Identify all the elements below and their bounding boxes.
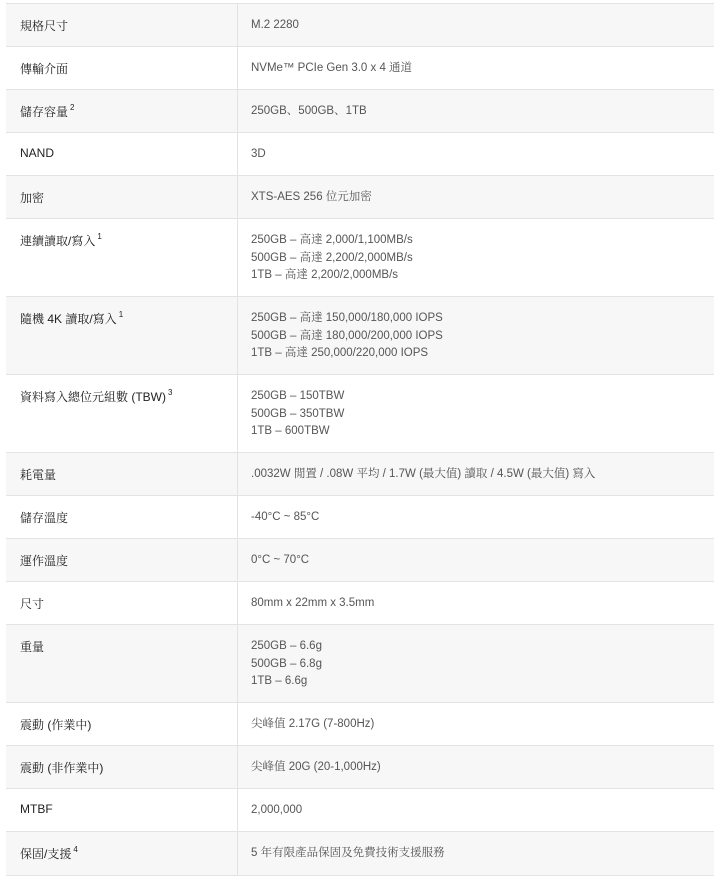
spec-value: 0°C ~ 70°C: [251, 554, 310, 566]
spec-value: 250GB – 高達 2,000/1,100MB/s 500GB – 高達 2,200/2,000MB/s 1TB – 高達 2,200/2,000MB/s: [251, 234, 413, 281]
spec-row-storage-temp: [6, 496, 714, 539]
spec-label: 震動 (作業中): [6, 703, 238, 745]
spec-value: -40°C ~ 85°C: [251, 511, 320, 523]
spec-label: 重量: [6, 625, 238, 702]
spec-value: XTS-AES 256 位元加密: [251, 191, 372, 203]
spec-row-sequential-rw: [6, 219, 714, 297]
spec-row-power: [6, 453, 714, 496]
spec-label: 連續讀取/寫入 $^1$: [6, 219, 238, 296]
spec-value: 3D: [251, 148, 266, 160]
spec-value: 250GB – 高達 150,000/180,000 IOPS 500GB – 高達 180,000/200,000 IOPS 1TB – 高達 250,000/220,000 IOPS: [251, 312, 443, 359]
spec-label: 運作溫度: [6, 539, 238, 581]
spec-label: 保固/支援 $^4$: [6, 832, 238, 875]
spec-value: NVMe™ PCIe Gen 3.0 x 4 通道: [251, 62, 413, 74]
spec-row-encryption: [6, 176, 714, 219]
spec-value: 80mm x 22mm x 3.5mm: [251, 597, 375, 609]
spec-row-dimensions: [6, 582, 714, 625]
spec-label: 資料寫入總位元組數 (TBW) $^3$: [6, 375, 238, 452]
spec-row-operating-temp: [6, 539, 714, 582]
spec-label: 儲存溫度: [6, 496, 238, 538]
spec-value: 250GB – 150TBW 500GB – 350TBW 1TB – 600TBW: [251, 390, 345, 437]
spec-value: 250GB、500GB、1TB: [251, 105, 367, 117]
spec-row-form-factor: [6, 4, 714, 47]
spec-value: 250GB – 6.6g 500GB – 6.8g 1TB – 6.6g: [251, 640, 322, 687]
spec-table: [6, 3, 714, 876]
footnote-marker: 1: [97, 232, 102, 241]
spec-label: 加密: [6, 176, 238, 218]
spec-label: 傳輸介面: [6, 47, 238, 89]
spec-label: NAND: [6, 133, 238, 175]
spec-row-random-4k: [6, 297, 714, 375]
spec-row-vibration-operating: [6, 703, 714, 746]
spec-row-vibration-non-operating: [6, 746, 714, 789]
spec-row-tbw: [6, 375, 714, 453]
spec-label: 耗電量: [6, 453, 238, 495]
spec-value: 5 年有限產品保固及免費技術支援服務: [251, 847, 445, 859]
footnote-marker: 3: [168, 388, 173, 397]
spec-label: 儲存容量 $^2$: [6, 90, 238, 132]
spec-label: 尺寸: [6, 582, 238, 624]
spec-row-nand: [6, 133, 714, 176]
spec-label: MTBF: [6, 789, 238, 831]
spec-value: 尖峰值 20G (20-1,000Hz): [251, 761, 381, 773]
spec-value: 尖峰值 2.17G (7-800Hz): [251, 718, 375, 730]
spec-row-weight: [6, 625, 714, 703]
footnote-marker: 4: [73, 845, 78, 854]
spec-value: .0032W 閒置 / .08W 平均 / 1.7W (最大值) 讀取 / 4.5W (最大值) 寫入: [251, 468, 596, 480]
spec-value: 2,000,000: [251, 804, 303, 816]
spec-label: 震動 (非作業中): [6, 746, 238, 788]
spec-row-mtbf: [6, 789, 714, 832]
spec-value: M.2 2280: [251, 19, 299, 31]
footnote-marker: 2: [70, 103, 75, 112]
spec-row-warranty: [6, 832, 714, 876]
spec-row-capacity: [6, 90, 714, 133]
footnote-marker: 1: [118, 310, 124, 319]
spec-label: 隨機 4K 讀取/寫入 $^1$: [6, 297, 238, 374]
spec-row-interface: [6, 47, 714, 90]
spec-label: 規格尺寸: [6, 4, 238, 46]
